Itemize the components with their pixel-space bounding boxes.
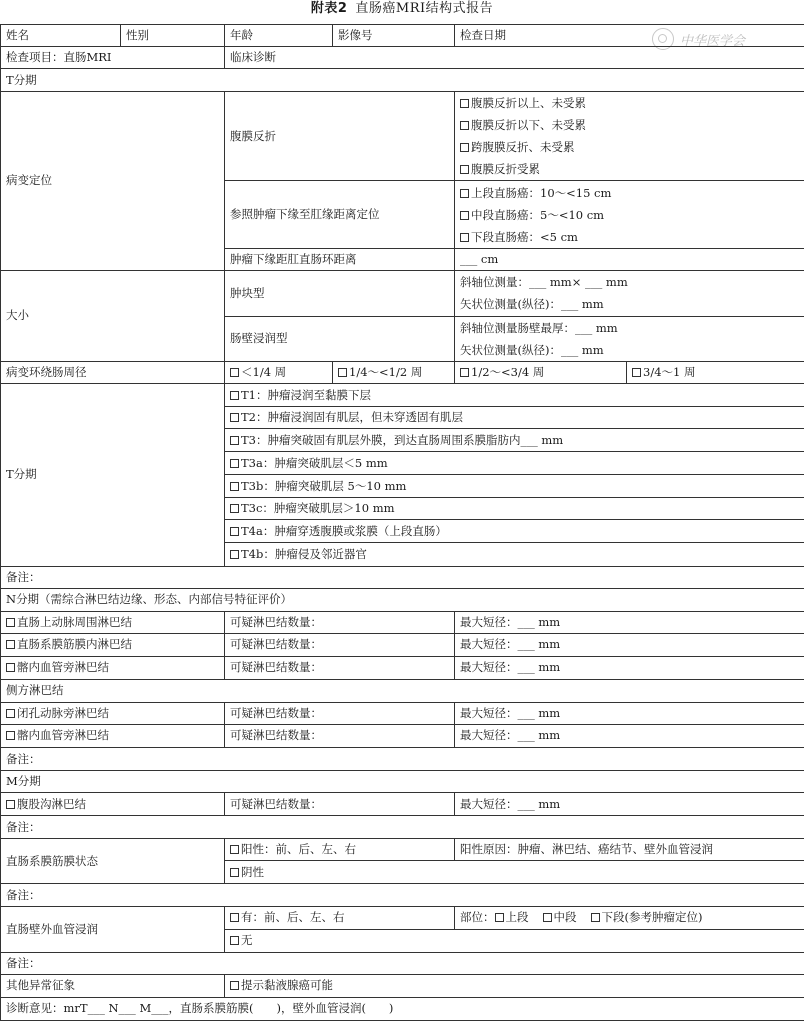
checkbox-option[interactable]: 有：前、后、左、右 <box>225 907 455 929</box>
remark-field[interactable]: 备注： <box>1 748 804 771</box>
anal-distance-label: 参照肿瘤下缘至肛缘距离定位 <box>225 181 455 248</box>
checkbox-option[interactable]: 阳性：前、后、左、右 <box>225 839 455 861</box>
name-field[interactable]: 姓名 <box>1 25 121 47</box>
t-stage-label: T分期 <box>1 384 225 567</box>
wall-measure[interactable]: 斜轴位测量肠壁最厚：___ mm 矢状位测量(纵径)：___ mm <box>455 316 804 361</box>
other-findings-label: 其他异常征象 <box>1 974 225 997</box>
suspect-count-field[interactable]: 可疑淋巴结数量： <box>225 724 455 747</box>
m-section-heading: M分期 <box>1 771 804 793</box>
checkbox-option[interactable]: 下段直肠癌：<5 cm <box>460 226 804 248</box>
remark-field[interactable]: 备注： <box>1 816 804 839</box>
short-axis-field[interactable]: 最大短径：___ mm <box>455 724 804 747</box>
checkbox-option[interactable]: T2：肿瘤浸润固有肌层，但未穿透固有肌层 <box>225 407 804 429</box>
suspect-count-field[interactable]: 可疑淋巴结数量： <box>225 656 455 679</box>
age-field[interactable]: 年龄 <box>225 25 333 47</box>
checkbox-option[interactable]: 腹膜反折受累 <box>460 158 804 180</box>
watermark-text: 中华医学会 <box>680 33 746 49</box>
short-axis-field[interactable]: 最大短径：___ mm <box>455 793 804 816</box>
exam-item: 检查项目：直肠MRI <box>1 47 225 69</box>
checkbox-option[interactable]: 上段 <box>495 910 529 925</box>
checkbox-option[interactable]: T3：肿瘤突破固有肌层外膜，到达直肠周围系膜脂肪内___ mm <box>225 429 804 452</box>
checkbox-option[interactable]: T4b：肿瘤侵及邻近器官 <box>225 543 804 566</box>
checkbox-option[interactable]: T3c：肿瘤突破肌层＞10 mm <box>225 498 804 520</box>
sex-field[interactable]: 性别 <box>121 25 225 47</box>
exam-date-field[interactable]: 检查日期 <box>455 25 804 47</box>
checkbox-option[interactable]: ＜1/4 周 <box>225 361 333 383</box>
clinical-dx-field[interactable]: 临床诊断 <box>225 47 804 69</box>
checkbox-option[interactable]: T3b：肿瘤突破肌层 5～10 mm <box>225 475 804 498</box>
checkbox-option[interactable]: 1/2～<3/4 周 <box>455 361 627 383</box>
emvi-site: 部位： 上段 中段 下段(参考肿瘤定位) <box>455 907 804 929</box>
short-axis-field[interactable]: 最大短径：___ mm <box>455 656 804 679</box>
location-label: 病变定位 <box>1 92 225 271</box>
checkbox-option[interactable]: 腹股沟淋巴结 <box>1 793 225 816</box>
mrf-label: 直肠系膜筋膜状态 <box>1 839 225 884</box>
remark-field[interactable]: 备注： <box>1 566 804 588</box>
short-axis-field[interactable]: 最大短径：___ mm <box>455 611 804 633</box>
checkbox-option[interactable]: 提示黏液腺癌可能 <box>225 974 804 997</box>
ring-distance-value[interactable]: ___ cm <box>455 248 804 270</box>
mass-measure[interactable]: 斜轴位测量：___ mm× ___ mm 矢状位测量(纵径)：___ mm <box>455 270 804 316</box>
checkbox-option[interactable]: 上段直肠癌：10～<15 cm <box>460 182 804 204</box>
checkbox-option[interactable]: 阴性 <box>225 861 804 884</box>
lateral-heading: 侧方淋巴结 <box>1 679 804 702</box>
checkbox-option[interactable]: 中段直肠癌：5～<10 cm <box>460 204 804 226</box>
checkbox-option[interactable]: 直肠上动脉周围淋巴结 <box>1 611 225 633</box>
checkbox-option[interactable]: 跨腹膜反折、未受累 <box>460 136 804 158</box>
suspect-count-field[interactable]: 可疑淋巴结数量： <box>225 702 455 724</box>
checkbox-option[interactable]: 腹膜反折以上、未受累 <box>460 92 804 114</box>
checkbox-option[interactable]: 闭孔动脉旁淋巴结 <box>1 702 225 724</box>
checkbox-option[interactable]: 1/4～<1/2 周 <box>333 361 455 383</box>
t-section-heading: T分期 <box>1 69 804 92</box>
checkbox-option[interactable]: 无 <box>225 929 804 952</box>
reflection-label: 腹膜反折 <box>225 92 455 181</box>
suspect-count-field[interactable]: 可疑淋巴结数量： <box>225 633 455 656</box>
checkbox-option[interactable]: 直肠系膜筋膜内淋巴结 <box>1 633 225 656</box>
wall-type-label: 肠壁浸润型 <box>225 316 455 361</box>
table-number: 附表2 <box>310 1 348 16</box>
reflection-options <box>455 92 804 181</box>
short-axis-field[interactable]: 最大短径：___ mm <box>455 702 804 724</box>
mass-type-label: 肿块型 <box>225 270 455 316</box>
form-title <box>0 0 804 20</box>
checkbox-option[interactable]: T4a：肿瘤穿透腹膜或浆膜（上段直肠） <box>225 520 804 543</box>
checkbox-option[interactable]: 腹膜反折以下、未受累 <box>460 114 804 136</box>
diagnosis-field[interactable]: 诊断意见：mrT___ N___ M___，直肠系膜筋膜( )，壁外血管浸润( ) <box>1 997 804 1020</box>
circumference-label: 病变环绕肠周径 <box>1 361 225 383</box>
checkbox-option[interactable]: 髂内血管旁淋巴结 <box>1 656 225 679</box>
suspect-count-field[interactable]: 可疑淋巴结数量： <box>225 611 455 633</box>
form-title-text: 直肠癌MRI结构式报告 <box>355 1 494 16</box>
header-row <box>1 25 804 47</box>
remark-field[interactable]: 备注： <box>1 952 804 974</box>
checkbox-option[interactable]: T3a：肿瘤突破肌层＜5 mm <box>225 452 804 475</box>
size-label: 大小 <box>1 270 225 361</box>
checkbox-option[interactable]: 髂内血管旁淋巴结 <box>1 724 225 747</box>
checkbox-option[interactable]: 中段 <box>543 910 577 925</box>
checkbox-option[interactable]: 3/4～1 周 <box>627 361 804 383</box>
remark-field[interactable]: 备注： <box>1 884 804 907</box>
n-section-heading: N分期（需综合淋巴结边缘、形态、内部信号特征评价） <box>1 588 804 611</box>
circumference-row <box>1 361 804 383</box>
suspect-count-field[interactable]: 可疑淋巴结数量： <box>225 793 455 816</box>
emvi-label: 直肠壁外血管浸润 <box>1 907 225 952</box>
checkbox-option[interactable]: 下段(参考肿瘤定位) <box>591 910 703 925</box>
exam-row <box>1 47 804 69</box>
image-no-field[interactable]: 影像号 <box>333 25 455 47</box>
report-form <box>0 24 804 1021</box>
ring-distance-label: 肿瘤下缘距肛直肠环距离 <box>225 248 455 270</box>
checkbox-option[interactable]: T1：肿瘤浸润至黏膜下层 <box>225 384 804 407</box>
mrf-reason: 阳性原因：肿瘤、淋巴结、癌结节、壁外血管浸润 <box>455 839 804 861</box>
short-axis-field[interactable]: 最大短径：___ mm <box>455 633 804 656</box>
anal-options <box>455 181 804 248</box>
